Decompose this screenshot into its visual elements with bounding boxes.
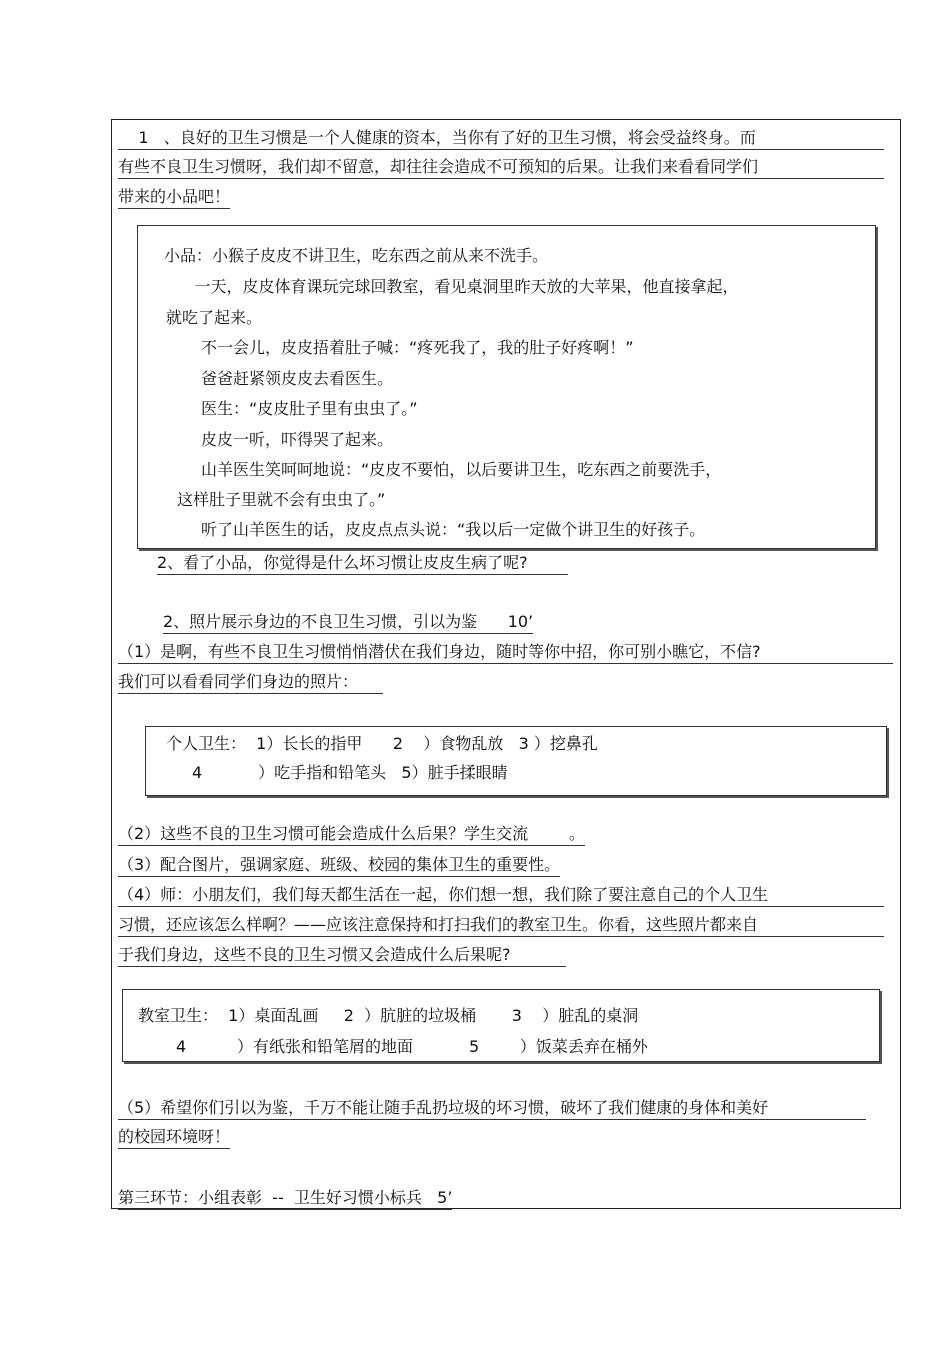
skit-paragraph: 皮皮一听，吓得哭了起来。 — [201, 430, 394, 449]
classroom-hygiene-line: 教室卫生： 1）桌面乱画 2 ）肮脏的垃圾桶 3 ）脏乱的桌洞 — [138, 1006, 639, 1025]
stage-3-heading: 第三环节：小组表彰 -- 卫生好习惯小标兵 5’ — [118, 1188, 452, 1210]
skit-paragraph: 一天，皮皮体育课玩完球回教室，看见桌洞里昨天放的大苹果，他直接拿起， — [164, 277, 739, 296]
skit-paragraph: 不一会儿，皮皮捂着肚子喊：“疼死我了，我的肚子好疼啊！” — [201, 338, 634, 357]
skit-paragraph: 医生：“皮皮肚子里有虫虫了。” — [201, 399, 418, 418]
personal-hygiene-line: 4 ）吃手指和铅笔头 5）脏手揉眼睛 — [192, 763, 508, 782]
section-2-item-5: （5）希望你们引以为鉴，千万不能让随手乱扔垃圾的坏习惯，破坏了我们健康的身体和美好 — [118, 1098, 866, 1120]
intro-line-1: 1 、良好的卫生习惯是一个人健康的资本，当你有了好的卫生习惯，将会受益终身。而 — [118, 128, 884, 150]
skit-title: 小品：小猴子皮皮不讲卫生，吃东西之前从来不洗手。 — [164, 246, 549, 265]
section-2-item-2: （2）这些不良的卫生习惯可能会造成什么后果？学生交流 。 — [118, 824, 585, 846]
section-2-item-1: （1）是啊，有些不良卫生习惯悄悄潜伏在我们身边，随时等你中招，你可别小瞧它，不信? — [118, 642, 893, 664]
section-2-item-4: （4）师：小朋友们，我们每天都生活在一起，你们想一想，我们除了要注意自己的个人卫生 — [118, 885, 884, 907]
personal-hygiene-line: 个人卫生： 1）长长的指甲 2 ）食物乱放 3 ）挖鼻孔 — [166, 734, 598, 753]
skit-paragraph: 听了山羊医生的话，皮皮点点头说：“我以后一定做个讲卫生的好孩子。 — [201, 520, 706, 539]
skit-paragraph: 就吃了起来。 — [166, 308, 263, 327]
section-2-item-4: 于我们身边，这些不良的卫生习惯又会造成什么后果呢? — [118, 945, 566, 967]
skit-paragraph: 山羊医生笑呵呵地说：“皮皮不要怕，以后要讲卫生，吃东西之前要洗手， — [201, 460, 722, 479]
question-2: 2、看了小品，你觉得是什么坏习惯让皮皮生病了呢? — [157, 553, 568, 575]
section-2-item-3: （3）配合图片，强调家庭、班级、校园的集体卫生的重要性。 — [118, 855, 560, 877]
section-2-item-5: 的校园环境呀！ — [118, 1127, 230, 1149]
classroom-hygiene-line: 4 ）有纸张和铅笔屑的地面 5 ）饭菜丢弃在桶外 — [176, 1037, 648, 1056]
intro-line-3: 带来的小品吧！ — [118, 187, 230, 209]
section-2-heading: 2、照片展示身边的不良卫生习惯，引以为鉴 10’ — [163, 612, 533, 634]
skit-paragraph: 这样肚子里就不会有虫虫了。” — [177, 490, 386, 509]
section-2-item-4: 习惯，还应该怎么样啊？——应该注意保持和打扫我们的教室卫生。你看，这些照片都来自 — [118, 915, 884, 937]
skit-paragraph: 爸爸赶紧领皮皮去看医生。 — [201, 369, 394, 388]
intro-line-2: 有些不良卫生习惯呀，我们却不留意，却往往会造成不可预知的后果。让我们来看看同学们 — [118, 157, 884, 179]
section-2-item-1: 我们可以看看同学们身边的照片： — [118, 672, 383, 694]
